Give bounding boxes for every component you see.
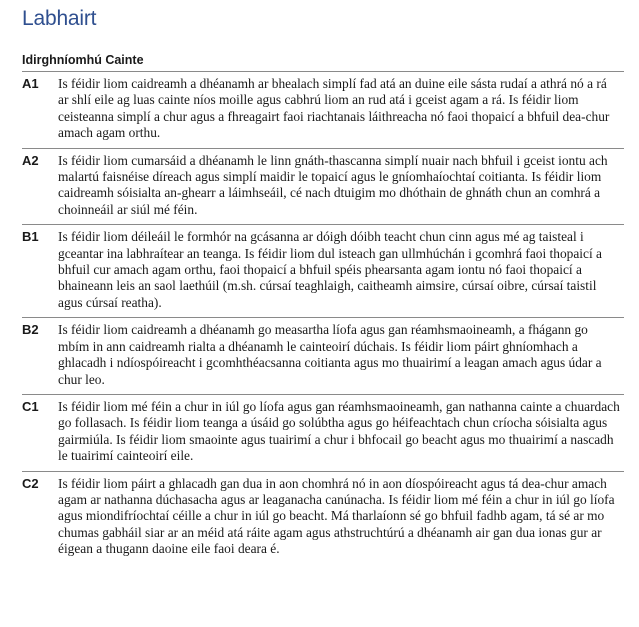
level-row-a2 — [22, 149, 624, 226]
level-description: Is féidir liom caidreamh a dhéanamh go measartha líofa agus gan réamhsmaoineamh, a fhágann go mbím in ann caidreamh rialta a dhéanamh le cainteoirí dúchais. Is féidir liom páirt ghníomhach a ghlacadh i ndíospóireacht i gcomhthéacsanna coitianta agus mo thuairimí a leagan amach agus údar a chur leo. — [58, 322, 602, 387]
level-code: A2 — [22, 152, 39, 168]
level-description: Is féidir liom mé féin a chur in iúl go líofa agus gan réamhsmaoineamh, gan nathanna cainte a chuardach go follasach. Is féidir liom teanga a úsáid go solúbtha agus go héifeachtach chun críocha sóisialta agus gairmiúla. Is féidir liom smaointe agus tuairimí a chur i bhfocail go beacht agus mo thuairimí a nascadh le tuairimí cainteoirí eile. — [58, 398, 620, 464]
section-title: Idirghníomhú Cainte — [22, 51, 624, 72]
level-row-b1 — [22, 225, 624, 318]
document-page — [22, 0, 624, 564]
level-description: Is féidir liom cumarsáid a dhéanamh le linn gnáth-thascanna simplí nuair nach bhfuil i gceist iontu ach malartú faisnéise díreach agus simplí maidir le topaicí agus le gníomhaíochtaí coitianta. Is féidir liom caidreamh sóisialta an-ghearr a láimhseáil, cé nach dtuigim mo dhóthain de ghnáth chun an comhrá a choinneáil ar siúl mé féin. — [58, 152, 608, 217]
level-description: Is féidir liom caidreamh a dhéanamh ar bhealach simplí fad atá an duine eile sásta rudaí a athrá nó a rá ar shlí eile ag luas cainte níos moille agus cabhrú liom an rud atá i gceist agam a rá. Is féidir liom ceisteanna simplí a chur agus a fhreagairt faoi riachtanais láithreacha nó faoi thopaicí a bhfuil dea-chur amach agam orthu. — [58, 76, 610, 141]
level-code: B1 — [22, 229, 39, 245]
page-title: Labhairt — [22, 7, 97, 30]
level-row-c2 — [22, 472, 624, 564]
level-code: C1 — [22, 398, 39, 414]
level-description: Is féidir liom páirt a ghlacadh gan dua in aon chomhrá nó in aon díospóireacht agus tá dea-chur amach agam ar nathanna dúchasacha agus ar leaganacha canúnacha. Is féidir liom mé féin a chur in iúl go líofa agus miondifríochtaí céille a chur in iúl go beacht. Má tharlaíonn sé go bhfuil fadhb agam, tá sé ar mo chumas gabháil siar ar an méid atá ráite agam agus athstruchtúrú a dhéanamh air gan dua ionas gur ar éigean a thugann daoine eile faoi deara é. — [58, 475, 615, 557]
level-description: Is féidir liom déileáil le formhór na gcásanna ar dóigh dóibh teacht chun cinn agus mé ag taisteal i gceantar ina labhraítear an teanga. Is féidir liom dul isteach gan ullmhúchán i gcomhrá faoi thopaicí a bhfuil cur amach agam orthu, faoi thopaicí a bhfuil spéis phearsanta agam iontu nó faoi thopaicí a bhaineann leis an saol laethúil (m.sh. cúrsaí teaghlaigh, caitheamh aimsire, cúrsaí oibre, cúrsaí taistil agus cúrsaí reatha). — [58, 229, 602, 310]
level-code: B2 — [22, 322, 39, 338]
level-row-c1 — [22, 395, 624, 472]
level-row-a1 — [22, 72, 624, 149]
level-code: A1 — [22, 76, 39, 91]
level-code: C2 — [22, 475, 39, 491]
level-row-b2 — [22, 318, 624, 395]
